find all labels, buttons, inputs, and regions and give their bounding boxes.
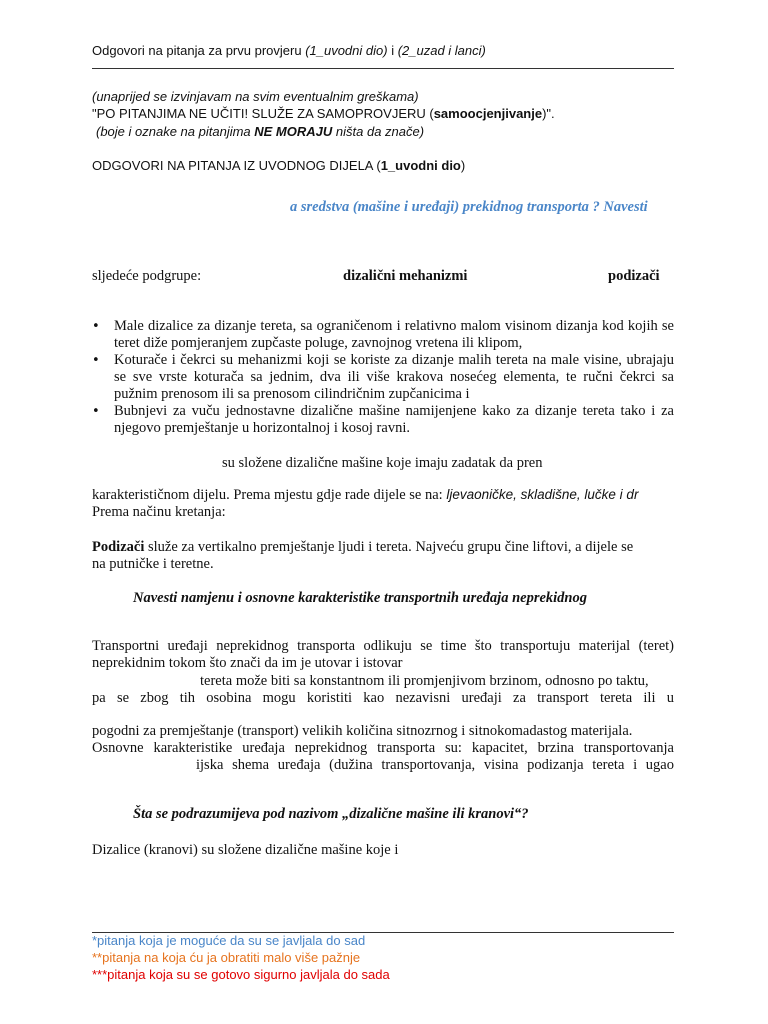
continuous-line-3: tereta može biti sa konstantnom ili promjenjivom brzinom, odnosno po taktu, [200,673,649,689]
mechanisms-list [92,318,674,437]
colors-note [96,124,424,139]
continuous-line-7: ijska shema uređaja (dužina transportovanja, visina podizanja tereta i ugao [196,757,674,773]
header-part1: (1_uvodni dio) [305,43,388,58]
cranes-classification [92,487,638,504]
self-check-end: )". [542,106,555,121]
self-check-text: "PO PITANJIMA NE UČITI! SLUŽE ZA SAMOPROVJERU ( [92,106,434,121]
section-heading-text: ODGOVORI NA PITANJA IZ UVODNOG DIJELA ( [92,158,381,173]
header-sep: i [387,43,398,58]
list-item: • Male dizalice za dizanje tereta, sa ograničenom i relativno malom visinom dizanja kod kojih se teret diže pomjeranjem zupčaste poluge, zavnojnog vretena ili klipom, [92,318,674,352]
continuous-line-1: Transportni uređaji neprekidnog transporta odlikuju se time što transportuju materijal (teret) [92,638,674,654]
page-header [92,43,486,58]
subgroup-lifts: podizači [608,268,660,284]
question-2: Navesti namjenu i osnovne karakteristike transportnih uređaja neprekidnog [133,590,587,606]
lifts-paragraph [92,539,633,556]
list-item: • Bubnjevi za vuču jednostavne dizalične mašine namijenjene kako za dizanje tereta tako i za njegovo premještanje u horizontalnoj i kosoj ravni. [92,403,674,437]
subgroups-lead: sljedeće podgrupe: [92,268,202,284]
self-check-bold: samoocjenjivanje [433,106,543,121]
cranes-classification-text: karakterističnom dijelu. Prema mjestu gdje rade dijele se na: [92,487,447,503]
list-item: • Koturače i čekrci su mehanizmi koji se koriste za dizanje malih tereta na male visine, ubrajaju se sve vrste koturača sa jednim, dva ili više krakova nosećeg elementa, te ručni čekrci sa pužnim prenosom ili sa prenosom cilindričnim zupčanicima i [92,352,674,403]
self-check-note [92,106,555,121]
header-part2: (2_uzad i lanci) [397,43,486,58]
cranes-movement: Prema načinu kretanja: [92,504,226,520]
lifts-text: služe za vertikalno premještanje ljudi i tereta. Najveću grupu čine liftovi, a dijele se [144,539,634,555]
section-heading-end: ) [460,158,466,173]
section-heading [92,158,465,173]
cranes-answer: Dizalice (kranovi) su složene dizalične mašine koje i [92,842,399,858]
header-text: Odgovori na pitanja za prvu provjeru [92,43,306,58]
colors-note-text: (boje i oznake na pitanjima [96,124,255,139]
continuous-line-5: pogodni za premještanje (transport) velikih količina sitnozrnog i sitnokomadastog materijala. [92,723,633,739]
cranes-types: ljevaoničke, skladišne, lučke i dr [446,487,639,502]
legend-red: ***pitanja koja su se gotovo sigurno javljala do sada [92,967,390,982]
question-1: a sredstva (mašine i uređaji) prekidnog transporta ? Navesti [290,199,648,215]
cranes-partial-line: su složene dizalične mašine koje imaju zadatak da pren [222,455,543,471]
header-divider [92,68,674,69]
lifts-paragraph-line2: na putničke i teretne. [92,556,214,572]
lifts-term: Podizači [92,539,145,555]
continuous-line-6: Osnovne karakteristike uređaja neprekidnog transporta su: kapacitet, brzina transportovanja [92,740,674,756]
section-heading-bold: 1_uvodni dio [380,158,461,173]
apology-note: (unaprijed se izvinjavam na svim eventualnim greškama) [92,89,419,104]
legend-orange: **pitanja na koja ću ja obratiti malo više pažnje [92,950,361,965]
colors-note-end: ništa da znače) [332,124,425,139]
continuous-line-2: neprekidnim tokom što znači da im je utovar i istovar [92,655,403,671]
legend-blue: *pitanja koja je moguće da su se javljala do sad [92,933,366,948]
question-3: Šta se podrazumijeva pod nazivom „dizalične mašine ili kranovi“? [133,806,529,822]
colors-note-bold: NE MORAJU [254,124,333,139]
subgroup-mechanisms: dizalični mehanizmi [343,268,468,284]
continuous-line-4: pa se zbog tih osobina mogu koristiti kao nezavisni uređaji za transport tereta ili u [92,690,674,706]
